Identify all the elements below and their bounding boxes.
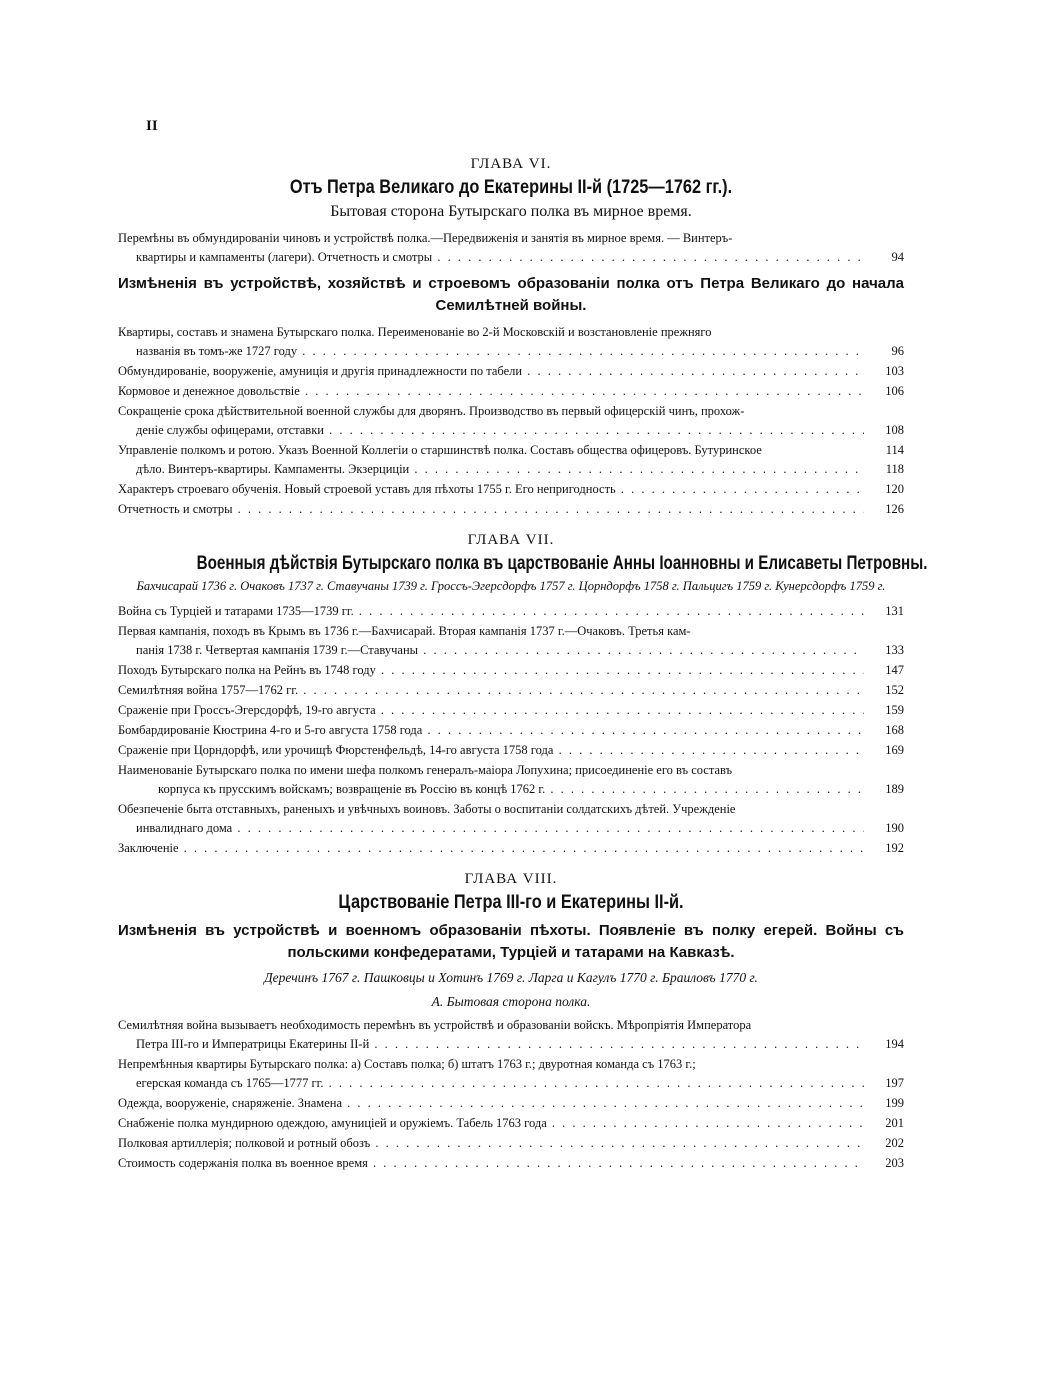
toc-entry-text: Сраженіе при Цорндорфѣ, или урочищѣ Фюрстенфельдѣ, 14-го августа 1758 года . . . [118, 741, 864, 760]
toc-entry-text: Обезпеченіе быта отставныхъ, раненыхъ и увѣчныхъ воиновъ. Заботы о воспитаніи солдатскихъ дѣтей. Учрежденіе [118, 802, 736, 816]
toc-entry-text: Характеръ строеваго обученія. Новый строевой уставъ для пѣхоты 1755 г. Его непригодность . . . [118, 480, 864, 499]
toc-entry-text: Управленіе полкомъ и ротою. Указъ Военной Коллегіи о старшинствѣ полка. Составъ общества офицеровъ. Бутуринское [118, 443, 762, 457]
toc-entry[interactable] [118, 761, 904, 799]
toc-entry[interactable] [118, 402, 904, 440]
toc-entry[interactable] [118, 229, 904, 267]
toc-entry-text: панія 1738 г. Четвертая кампанія 1739 г.—Ставучаны . . . [118, 641, 864, 660]
toc-page-number: 108 [885, 423, 904, 437]
toc-page-number: 96 [891, 344, 904, 358]
toc-entry-text: Бомбардированіе Кюстрина 4-го и 5-го августа 1758 года . . . [118, 721, 864, 740]
toc-page-number: 114 [885, 443, 904, 457]
toc-entry-text: Отчетность и смотры . . . [118, 500, 864, 519]
chapter-heading: ГЛАВА VI. [470, 156, 552, 172]
toc-page-number: 126 [885, 502, 904, 516]
toc-entry-text: Квартиры, составъ и знамена Бутырскаго полка. Переименованіе во 2-й Московскій и возстановленіе прежняго [118, 325, 712, 339]
toc-entry[interactable] [118, 1114, 904, 1133]
toc-page-number: 194 [885, 1037, 904, 1051]
toc-entry-text: корпуса къ прусскимъ войскамъ; возвращеніе въ Россію въ концѣ 1762 г. . . . [118, 780, 864, 799]
toc-entry[interactable] [118, 382, 904, 401]
toc-entry[interactable] [118, 480, 904, 499]
toc-page-number: 103 [885, 364, 904, 378]
toc-entry-text: Сокращеніе срока дѣйствительной военной службы для дворянъ. Производство въ первый офицерскій чинъ, прохож- [118, 404, 745, 418]
toc-entry[interactable] [118, 500, 904, 519]
toc-entry[interactable] [118, 839, 904, 858]
chapter-title: Военныя дѣйствія Бутырскаго полка въ царствованіе Анны Іоанновны и Елисаветы Петровны. [196, 553, 928, 574]
toc-page-number: 168 [885, 723, 904, 737]
toc-entry-text: Первая кампанія, походъ въ Крымъ въ 1736 г.—Бахчисарай. Вторая кампанія 1737 г.—Очаковъ. Третья кам- [118, 624, 691, 638]
toc-page-number: 197 [885, 1076, 904, 1090]
subsection-heading: А. Бытовая сторона полка. [431, 994, 591, 1009]
toc-page-number: 169 [885, 743, 904, 757]
toc-entry[interactable] [118, 441, 904, 479]
toc-entry-text: дѣло. Винтеръ-квартиры. Кампаменты. Экзерциціи . . . [118, 460, 864, 479]
toc-page-number: 190 [885, 821, 904, 835]
toc-entry-text: Перемѣны въ обмундированіи чиновъ и устройствѣ полка.—Передвиженія и занятія въ мирное время. — Винтеръ- [118, 231, 733, 245]
toc-entry-text: Походъ Бутырскаго полка на Рейнъ въ 1748 году . . . [118, 661, 864, 680]
toc-entry-text: названія въ томъ-же 1727 году . . . [118, 342, 864, 361]
toc-entry-text: Непремѣнныя квартиры Бутырскаго полка: а) Составъ полка; б) штатъ 1763 г.; двуротная команда съ 1763 г.; [118, 1057, 696, 1071]
toc-entry[interactable] [118, 602, 904, 621]
toc-entry[interactable] [118, 721, 904, 740]
toc-page-number: 199 [885, 1096, 904, 1110]
chapter-heading: ГЛАВА VIII. [464, 871, 558, 887]
toc-entry-text: Наименованіе Бутырскаго полка по имени шефа полкомъ генералъ-маіора Лопухина; присоединеніе его въ составъ [118, 763, 733, 777]
toc-entry-text: Петра III-го и Императрицы Екатерины II-й . . . [118, 1035, 864, 1054]
toc-entry[interactable] [118, 681, 904, 700]
toc-entry[interactable] [118, 741, 904, 760]
toc-entry[interactable] [118, 323, 904, 361]
toc-entry-text: квартиры и кампаменты (лагери). Отчетность и смотры . . . [118, 248, 864, 267]
toc-page-number: 159 [885, 703, 904, 717]
toc-entry[interactable] [118, 1055, 904, 1093]
toc-page-number: 201 [885, 1116, 904, 1130]
toc-entry[interactable] [118, 1016, 904, 1054]
section-heading: Измѣненія въ устройствѣ, хозяйствѣ и строевомъ образованіи полка отъ Петра Великаго до начала Семилѣтней войны. [118, 275, 904, 314]
toc-page-number: 147 [885, 663, 904, 677]
toc-entry-text: деніе службы офицерами, отставки . . . [118, 421, 864, 440]
toc-page-number: 106 [885, 384, 904, 398]
toc-entry[interactable] [118, 800, 904, 838]
toc-entry[interactable] [118, 661, 904, 680]
toc-entry[interactable] [118, 1094, 904, 1113]
toc-entry-text: Заключеніе . . . [118, 839, 864, 858]
toc-page-number: 202 [885, 1136, 904, 1150]
toc-page-number: 120 [885, 482, 904, 496]
toc-page-number: 94 [891, 250, 904, 264]
toc-entry-text: егерская команда съ 1765—1777 гг. . . . [118, 1074, 864, 1093]
page-number: II [146, 118, 158, 134]
toc-entry[interactable] [118, 622, 904, 660]
chapter-title: Отъ Петра Великаго до Екатерины II-й (1725—1762 гг.). [289, 177, 733, 198]
toc-entry-text: Одежда, вооруженіе, снаряженіе. Знамена . . . [118, 1094, 864, 1113]
toc-entry-text: Снабженіе полка мундирною одеждою, амуниціей и оружіемъ. Табель 1763 года . . . [118, 1114, 864, 1133]
battle-places: Бахчисарай 1736 г. Очаковъ 1737 г. Ставучаны 1739 г. Гроссъ-Эгерсдорфъ 1757 г. Цорндорфъ 1758 г. Пальцигъ 1759 г. Кунерсдорфъ 1759 г. [136, 579, 886, 593]
toc-entry[interactable] [118, 362, 904, 381]
toc-entry-text: Кормовое и денежное довольствіе . . . [118, 382, 864, 401]
toc-entry-text: Война съ Турціей и татарами 1735—1739 гг. . . . [118, 602, 864, 621]
toc-page-number: 152 [885, 683, 904, 697]
table-of-contents [118, 150, 928, 1174]
chapter-subtitle: Бытовая сторона Бутырскаго полка въ мирное время. [330, 203, 692, 220]
toc-entry[interactable] [118, 1154, 904, 1173]
toc-entry-text: Стоимость содержанія полка въ военное время . . . [118, 1154, 864, 1173]
toc-page-number: 189 [885, 782, 904, 796]
toc-entry-text: Обмундированіе, вооруженіе, амуниція и другія принадлежности по табели . . . [118, 362, 864, 381]
toc-entry[interactable] [118, 701, 904, 720]
toc-entry-text: Полковая артиллерія; полковой и ротный обозъ . . . [118, 1134, 864, 1153]
toc-page-number: 131 [885, 604, 904, 618]
toc-page-number: 133 [885, 643, 904, 657]
toc-page-number: 203 [885, 1156, 904, 1170]
chapter-heading: ГЛАВА VII. [467, 532, 555, 548]
toc-page-number: 192 [885, 841, 904, 855]
section-heading: Измѣненія въ устройствѣ и военномъ образованіи пѣхоты. Появленіе въ полку егерей. Войны съ польскими конфедератами, Турціей и татарами на Кавказѣ. [118, 922, 904, 961]
toc-entry-text: Семилѣтняя война 1757—1762 гг. . . . [118, 681, 864, 700]
toc-entry-text: Семилѣтняя война вызываетъ необходимость перемѣнъ въ устройствѣ и образованіи войскъ. Мѣропріятія Императора [118, 1018, 752, 1032]
toc-entry-text: инвалиднаго дома . . . [118, 819, 864, 838]
battle-places: Деречинъ 1767 г. Пашковцы и Хотинъ 1769 г. Ларга и Кагулъ 1770 г. Браиловъ 1770 г. [264, 970, 758, 985]
toc-page-number: 118 [885, 462, 904, 476]
chapter-title: Царствованіе Петра III-го и Екатерины II-й. [338, 892, 684, 913]
toc-entry[interactable] [118, 1134, 904, 1153]
toc-entry-text: Сраженіе при Гроссъ-Эгерсдорфѣ, 19-го августа . . . [118, 701, 864, 720]
